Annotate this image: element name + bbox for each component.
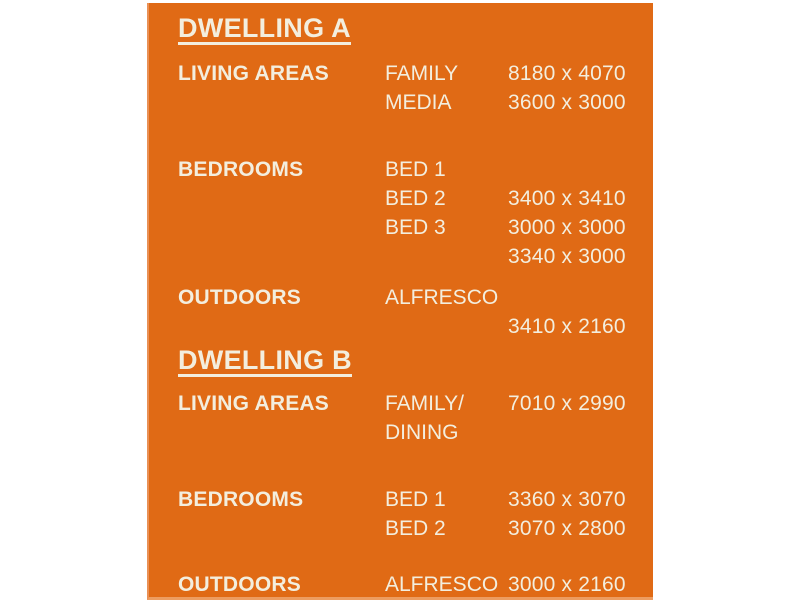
dimensions-value: 3600 x 3000 [508,91,626,114]
category-label: BEDROOMS [178,488,304,511]
room-label: MEDIA [385,91,452,114]
room-category-section [178,59,653,117]
dimensions-value: 3410 x 2160 [508,315,626,338]
category-label: LIVING AREAS [178,62,329,85]
room-label: BED 1 [385,488,446,511]
room-category-section [178,570,653,599]
room-label: BED 1 [385,158,446,181]
room-label: FAMILY [385,62,459,85]
room-category-section [178,155,653,271]
table-row [178,418,653,447]
table-row [178,59,653,88]
dimensions-value: 3360 x 3070 [508,488,626,511]
table-row [178,485,653,514]
room-category-section [178,283,653,341]
category-label: OUTDOORS [178,573,301,596]
dimensions-value: 7010 x 2990 [508,392,626,415]
dwelling-title: DWELLING A [178,13,351,43]
dimensions-value: 8180 x 4070 [508,62,626,85]
dwelling-title: DWELLING B [178,345,352,375]
dwelling-block [178,343,653,599]
room-category-section [178,389,653,447]
table-row [178,389,653,418]
table-row [178,283,653,312]
room-label: ALFRESCO [385,286,499,309]
room-label: ALFRESCO [385,573,499,596]
dimensions-panel [147,3,653,600]
table-row [178,242,653,271]
room-label: DINING [385,421,459,444]
category-label: LIVING AREAS [178,392,329,415]
dimensions-value: 3400 x 3410 [508,187,626,210]
category-label: BEDROOMS [178,158,304,181]
room-category-section [178,485,653,543]
dimensions-value: 3340 x 3000 [508,245,626,268]
table-row [178,213,653,242]
dwelling-block [178,11,653,341]
table-row [178,570,653,599]
room-label: FAMILY/ [385,392,464,415]
dimensions-value: 3070 x 2800 [508,517,626,540]
table-row [178,155,653,184]
room-label: BED 2 [385,187,446,210]
table-row [178,312,653,341]
dimensions-value: 3000 x 3000 [508,216,626,239]
table-row [178,184,653,213]
room-label: BED 3 [385,216,446,239]
dimensions-value: 3000 x 2160 [508,573,626,596]
category-label: OUTDOORS [178,286,301,309]
room-label: BED 2 [385,517,446,540]
table-row [178,88,653,117]
table-row [178,514,653,543]
